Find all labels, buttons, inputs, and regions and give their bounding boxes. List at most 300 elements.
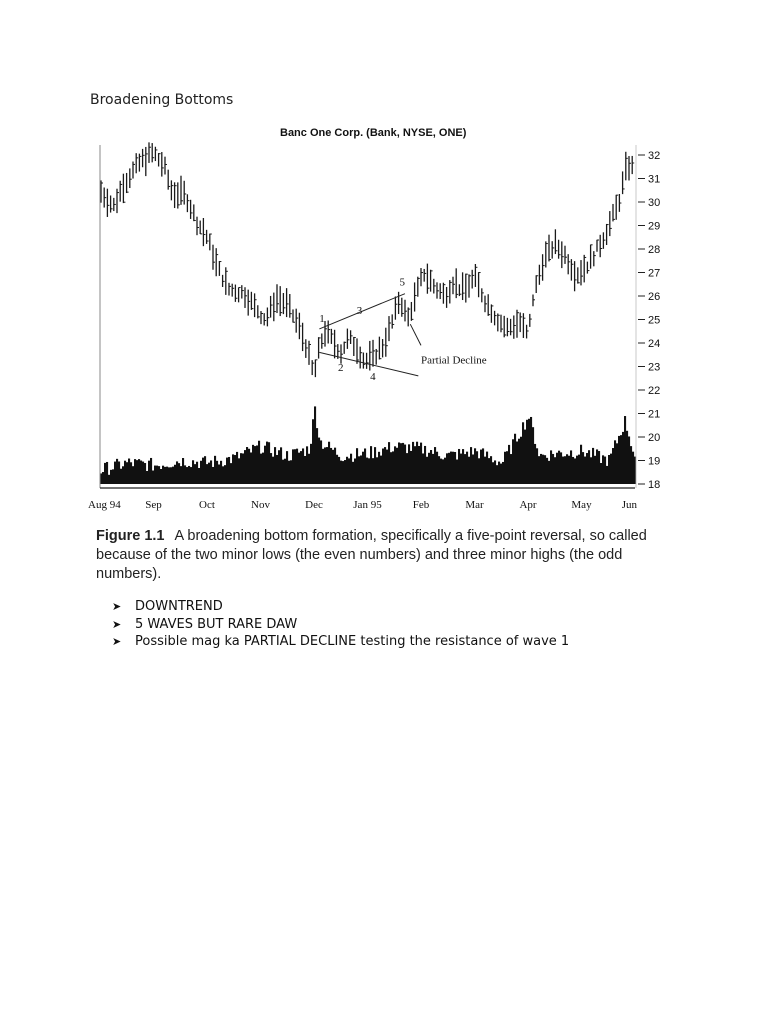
volume-bar bbox=[388, 442, 390, 484]
volume-bar bbox=[442, 459, 444, 484]
volume-bar bbox=[162, 466, 164, 484]
volume-bar bbox=[214, 456, 216, 484]
volume-bar bbox=[286, 451, 288, 484]
trendline bbox=[319, 352, 418, 376]
volume-bar bbox=[330, 448, 332, 484]
volume-bar bbox=[490, 456, 492, 484]
volume-bar bbox=[386, 450, 388, 484]
wave-label: 3 bbox=[356, 304, 363, 317]
volume-bar bbox=[142, 462, 144, 484]
volume-bar bbox=[198, 468, 200, 484]
volume-bar bbox=[120, 469, 122, 484]
volume-bar bbox=[602, 455, 604, 484]
volume-bar bbox=[382, 449, 384, 484]
volume-bar bbox=[546, 458, 548, 484]
volume-bar bbox=[190, 467, 192, 484]
volume-bar bbox=[176, 461, 178, 484]
volume-bar bbox=[320, 440, 322, 484]
volume-bar bbox=[344, 460, 346, 484]
volume-bar bbox=[188, 466, 190, 484]
volume-bar bbox=[420, 443, 422, 484]
page-heading: Broadening Bottoms bbox=[90, 92, 234, 108]
volume-bar bbox=[342, 461, 344, 484]
volume-bar bbox=[528, 419, 530, 484]
volume-bar bbox=[580, 445, 582, 484]
volume-bar bbox=[574, 458, 576, 484]
volume-bar bbox=[544, 455, 546, 484]
volume-bar bbox=[350, 454, 352, 484]
volume-bar bbox=[384, 447, 386, 484]
volume-bar bbox=[406, 453, 408, 484]
volume-bar bbox=[282, 460, 284, 484]
volume-bar bbox=[206, 464, 208, 484]
volume-bar bbox=[242, 453, 244, 484]
volume-bar bbox=[326, 447, 328, 484]
y-tick-label: 27 bbox=[648, 267, 661, 280]
volume-bar bbox=[520, 437, 522, 484]
volume-bar bbox=[618, 436, 620, 484]
volume-bar bbox=[168, 467, 170, 484]
volume-bar bbox=[228, 457, 230, 484]
volume-bar bbox=[156, 466, 158, 484]
volume-bar bbox=[150, 458, 152, 484]
volume-bar bbox=[314, 406, 316, 484]
volume-bar bbox=[106, 462, 108, 484]
volume-bar bbox=[550, 450, 552, 484]
volume-bar bbox=[556, 453, 558, 484]
volume-bar bbox=[160, 469, 162, 484]
x-tick-label: Nov bbox=[251, 499, 270, 511]
x-tick-label: May bbox=[571, 499, 592, 511]
volume-bar bbox=[558, 451, 560, 484]
volume-bar bbox=[216, 461, 218, 484]
volume-bar bbox=[540, 454, 542, 484]
volume-bar bbox=[122, 466, 124, 484]
volume-bar bbox=[338, 457, 340, 484]
volume-bar bbox=[152, 471, 154, 484]
volume-bar bbox=[494, 460, 496, 484]
volume-bar bbox=[204, 456, 206, 484]
volume-bar bbox=[570, 450, 572, 484]
wave-label: 5 bbox=[399, 276, 406, 289]
x-tick-label: Dec bbox=[305, 499, 323, 511]
volume-bar bbox=[412, 442, 414, 484]
volume-bar bbox=[560, 452, 562, 484]
volume-bar bbox=[172, 467, 174, 484]
volume-bar bbox=[118, 461, 120, 484]
volume-bar bbox=[262, 453, 264, 484]
volume-bar bbox=[616, 443, 618, 484]
volume-bar bbox=[424, 446, 426, 484]
volume-bar bbox=[248, 449, 250, 484]
volume-bar bbox=[628, 436, 630, 484]
volume-bar bbox=[626, 431, 628, 484]
x-tick-label: Jan 95 bbox=[353, 499, 382, 511]
volume-bar bbox=[138, 459, 140, 484]
volume-bar bbox=[472, 454, 474, 484]
volume-bar bbox=[432, 454, 434, 484]
volume-bar bbox=[268, 442, 270, 484]
y-tick-label: 31 bbox=[648, 173, 661, 186]
volume-bar bbox=[484, 457, 486, 484]
chart-title: Banc One Corp. (Bank, NYSE, ONE) bbox=[280, 127, 467, 139]
volume-bar bbox=[622, 432, 624, 484]
volume-bar bbox=[316, 428, 318, 484]
volume-bar bbox=[102, 472, 104, 484]
bullet-item bbox=[112, 616, 569, 634]
volume-bar bbox=[132, 466, 134, 484]
x-tick-label: Aug 94 bbox=[88, 499, 121, 511]
volume-bar bbox=[482, 448, 484, 484]
arrow-bullet-icon: ➤ bbox=[112, 600, 122, 613]
y-tick-label: 25 bbox=[648, 314, 661, 327]
volume-bar bbox=[506, 451, 508, 484]
volume-bar bbox=[174, 465, 176, 484]
volume-bar bbox=[624, 416, 626, 484]
volume-bar bbox=[276, 455, 278, 484]
volume-bar bbox=[578, 455, 580, 484]
volume-bar bbox=[510, 454, 512, 484]
volume-bar bbox=[236, 452, 238, 484]
y-tick-label: 32 bbox=[648, 150, 661, 162]
volume-bar bbox=[126, 462, 128, 484]
volume-bar bbox=[212, 467, 214, 484]
y-tick-label: 22 bbox=[648, 385, 661, 397]
volume-bar bbox=[170, 467, 172, 484]
stock-chart bbox=[88, 140, 678, 516]
volume-bar bbox=[630, 446, 632, 484]
volume-bar bbox=[536, 448, 538, 484]
volume-bar bbox=[230, 463, 232, 484]
volume-bar bbox=[322, 449, 324, 484]
volume-bar bbox=[608, 455, 610, 484]
volume-bar bbox=[462, 449, 464, 484]
volume-bar bbox=[116, 459, 118, 484]
volume-bar bbox=[292, 449, 294, 484]
volume-bar bbox=[430, 450, 432, 484]
volume-bar bbox=[284, 459, 286, 484]
volume-bar bbox=[480, 450, 482, 484]
volume-bar bbox=[588, 450, 590, 484]
volume-bar bbox=[178, 463, 180, 484]
x-tick-label: Oct bbox=[199, 499, 215, 511]
volume-bar bbox=[240, 453, 242, 484]
volume-bar bbox=[340, 461, 342, 484]
volume-bar bbox=[256, 445, 258, 484]
volume-bar bbox=[566, 454, 568, 484]
volume-bar bbox=[410, 451, 412, 484]
volume-bar bbox=[572, 457, 574, 484]
figure-caption bbox=[96, 527, 670, 584]
bullet-text: 5 WAVES BUT RARE DAW bbox=[135, 616, 298, 632]
volume-bar bbox=[418, 446, 420, 484]
annotations bbox=[319, 277, 487, 384]
volume-bar bbox=[308, 454, 310, 484]
volume-bar bbox=[222, 466, 224, 484]
volume-bar bbox=[444, 458, 446, 484]
volume-bar bbox=[210, 460, 212, 484]
volume-bar bbox=[274, 447, 276, 484]
y-axis bbox=[638, 150, 660, 491]
volume-bar bbox=[226, 458, 228, 484]
volume-bar bbox=[450, 452, 452, 484]
y-tick-label: 19 bbox=[648, 455, 661, 468]
volume-bar bbox=[448, 453, 450, 484]
volume-bar bbox=[368, 458, 370, 484]
volume-bar bbox=[302, 448, 304, 484]
arrow-bullet-icon: ➤ bbox=[112, 617, 122, 631]
volume-bar bbox=[530, 417, 532, 484]
volume-bar bbox=[468, 457, 470, 484]
volume-bar bbox=[328, 442, 330, 484]
bullet-list bbox=[112, 598, 569, 651]
volume-bar bbox=[606, 466, 608, 484]
volume-bar bbox=[202, 458, 204, 484]
volume-bar bbox=[200, 461, 202, 484]
volume-bar bbox=[372, 458, 374, 484]
volume-bar bbox=[596, 449, 598, 484]
volume-bar bbox=[486, 452, 488, 484]
volume-bar bbox=[586, 453, 588, 484]
volume-bar bbox=[428, 453, 430, 484]
volume-bar bbox=[252, 445, 254, 484]
volume-bar bbox=[498, 462, 500, 484]
y-tick-label: 20 bbox=[648, 432, 661, 444]
volume-bar bbox=[334, 448, 336, 484]
y-tick-label: 30 bbox=[648, 197, 661, 209]
volume-bar bbox=[576, 456, 578, 484]
volume-bar bbox=[440, 459, 442, 484]
volume-bar bbox=[288, 461, 290, 484]
volume-bar bbox=[464, 454, 466, 484]
volume-bar bbox=[376, 457, 378, 484]
volume-bar bbox=[310, 444, 312, 484]
volume-bar bbox=[620, 435, 622, 484]
volume-bar bbox=[270, 453, 272, 484]
volume-bar bbox=[140, 461, 142, 484]
volume-bar bbox=[600, 463, 602, 484]
volume-bar bbox=[238, 458, 240, 484]
volume-bar bbox=[154, 466, 156, 484]
figure-label: Figure 1.1 bbox=[96, 528, 165, 544]
volume-bar bbox=[538, 456, 540, 484]
volume-bar bbox=[454, 452, 456, 484]
volume-bar bbox=[112, 469, 114, 484]
volume-bar bbox=[492, 462, 494, 484]
volume-bar bbox=[180, 466, 182, 484]
x-tick-label: Mar bbox=[465, 499, 484, 511]
arrow-bullet-icon: ➤ bbox=[112, 635, 122, 648]
volume-bar bbox=[258, 441, 260, 484]
volume-bar bbox=[568, 456, 570, 484]
volume-bar bbox=[260, 454, 262, 484]
volume-bar bbox=[378, 452, 380, 484]
volume-bar bbox=[280, 447, 282, 484]
volume-bar bbox=[356, 448, 358, 484]
annotation-label: Partial Decline bbox=[421, 354, 487, 367]
volume-bar bbox=[374, 447, 376, 484]
y-tick-label: 26 bbox=[648, 291, 661, 303]
volume-bar bbox=[144, 463, 146, 484]
volume-bar bbox=[164, 467, 166, 484]
volume-bar bbox=[294, 449, 296, 484]
volume-bar bbox=[516, 441, 518, 484]
volume-bar bbox=[362, 452, 364, 484]
volume-bar bbox=[370, 446, 372, 484]
volume-bar bbox=[380, 456, 382, 484]
volume-bar bbox=[158, 466, 160, 484]
volume-bar bbox=[218, 464, 220, 484]
volume-bar bbox=[110, 470, 112, 484]
volume-bar bbox=[332, 450, 334, 484]
volume-bar bbox=[512, 439, 514, 484]
volume-bar bbox=[352, 462, 354, 484]
volume-bar bbox=[364, 448, 366, 484]
volume-bar bbox=[246, 447, 248, 484]
volume-bar bbox=[554, 457, 556, 484]
volume-bar bbox=[632, 452, 634, 484]
volume-bar bbox=[534, 444, 536, 484]
x-tick-label: Feb bbox=[412, 499, 430, 511]
volume-bar bbox=[562, 457, 564, 484]
volume-bar bbox=[610, 454, 612, 484]
volume-bar bbox=[148, 461, 150, 484]
volume-bar bbox=[346, 457, 348, 484]
volume-bar bbox=[402, 443, 404, 484]
bullet-text: Possible mag ka PARTIAL DECLINE testing the resistance of wave 1 bbox=[135, 634, 570, 649]
volume-bar bbox=[584, 457, 586, 484]
figure-caption-text: A broadening bottom formation, specifically a five-point reversal, so called because of the two minor lows (the even numbers) and three minor highs (the odd numbers). bbox=[96, 528, 647, 582]
volume-bar bbox=[136, 460, 138, 484]
price-bars bbox=[101, 142, 634, 377]
volume-bar bbox=[438, 456, 440, 484]
volume-bar bbox=[564, 456, 566, 484]
volume-bar bbox=[232, 454, 234, 484]
volume-bar bbox=[278, 450, 280, 484]
volume-bar bbox=[300, 451, 302, 484]
volume-bar bbox=[192, 460, 194, 484]
volume-bar bbox=[250, 452, 252, 484]
volume-bar bbox=[394, 446, 396, 484]
volume-bar bbox=[354, 458, 356, 484]
volume-bar bbox=[396, 448, 398, 484]
volume-bar bbox=[416, 442, 418, 484]
volume-bar bbox=[466, 452, 468, 484]
volume-bar bbox=[318, 438, 320, 484]
bullet-item bbox=[112, 598, 569, 616]
volume-bar bbox=[104, 463, 106, 484]
y-tick-label: 29 bbox=[648, 220, 661, 233]
volume-bar bbox=[166, 467, 168, 484]
volume-bar bbox=[542, 455, 544, 484]
volume-bar bbox=[134, 459, 136, 484]
volume-bar bbox=[324, 447, 326, 484]
volume-bar bbox=[532, 427, 534, 484]
volume-bar bbox=[426, 457, 428, 484]
annotation-pointer bbox=[410, 324, 421, 345]
volume-bar bbox=[208, 463, 210, 484]
wave-label: 4 bbox=[370, 371, 376, 384]
y-tick-label: 18 bbox=[648, 479, 661, 491]
volume-bar bbox=[130, 462, 132, 484]
volume-bar bbox=[452, 452, 454, 484]
volume-bar bbox=[524, 430, 526, 484]
volume-bar bbox=[408, 444, 410, 484]
volume-bar bbox=[458, 449, 460, 484]
volume-bar bbox=[422, 453, 424, 484]
volume-bar bbox=[390, 452, 392, 484]
volume-bar bbox=[488, 458, 490, 484]
volume-bar bbox=[460, 454, 462, 484]
volume-bar bbox=[398, 442, 400, 484]
volume-bar bbox=[124, 461, 126, 484]
volume-bar bbox=[400, 443, 402, 484]
volume-bars bbox=[100, 406, 636, 484]
volume-bar bbox=[114, 462, 116, 484]
volume-bar bbox=[392, 451, 394, 484]
volume-bar bbox=[234, 455, 236, 484]
volume-bar bbox=[312, 419, 314, 484]
volume-bar bbox=[604, 457, 606, 484]
volume-bar bbox=[306, 446, 308, 484]
volume-bar bbox=[184, 465, 186, 484]
volume-bar bbox=[336, 455, 338, 484]
volume-bar bbox=[522, 422, 524, 484]
y-tick-label: 24 bbox=[648, 338, 661, 350]
volume-bar bbox=[224, 465, 226, 484]
volume-bar bbox=[598, 451, 600, 484]
volume-bar bbox=[614, 440, 616, 484]
volume-bar bbox=[594, 456, 596, 484]
volume-bar bbox=[446, 453, 448, 484]
volume-bar bbox=[476, 451, 478, 484]
volume-bar bbox=[366, 458, 368, 484]
volume-bar bbox=[590, 457, 592, 484]
volume-bar bbox=[128, 459, 130, 484]
volume-bar bbox=[220, 461, 222, 484]
volume-bar bbox=[500, 464, 502, 484]
bullet-item bbox=[112, 633, 569, 651]
volume-bar bbox=[582, 452, 584, 484]
volume-bar bbox=[552, 454, 554, 484]
volume-bar bbox=[296, 449, 298, 484]
volume-bar bbox=[496, 465, 498, 484]
volume-bar bbox=[514, 434, 516, 484]
x-axis bbox=[88, 499, 637, 511]
volume-bar bbox=[592, 448, 594, 484]
volume-bar bbox=[264, 446, 266, 484]
y-tick-label: 28 bbox=[648, 244, 661, 256]
x-tick-label: Sep bbox=[145, 499, 162, 511]
volume-bar bbox=[548, 461, 550, 484]
bullet-text: DOWNTREND bbox=[135, 599, 223, 614]
volume-bar bbox=[182, 458, 184, 484]
volume-bar bbox=[436, 452, 438, 484]
volume-bar bbox=[298, 453, 300, 484]
volume-bar bbox=[290, 460, 292, 484]
volume-bar bbox=[108, 475, 110, 484]
volume-bar bbox=[358, 456, 360, 484]
volume-bar bbox=[478, 458, 480, 484]
volume-bar bbox=[504, 452, 506, 484]
volume-bar bbox=[502, 462, 504, 484]
volume-bar bbox=[434, 447, 436, 484]
volume-bar bbox=[518, 439, 520, 484]
volume-bar bbox=[470, 447, 472, 484]
volume-bar bbox=[456, 460, 458, 484]
wave-label: 1 bbox=[319, 313, 325, 326]
volume-bar bbox=[474, 448, 476, 484]
